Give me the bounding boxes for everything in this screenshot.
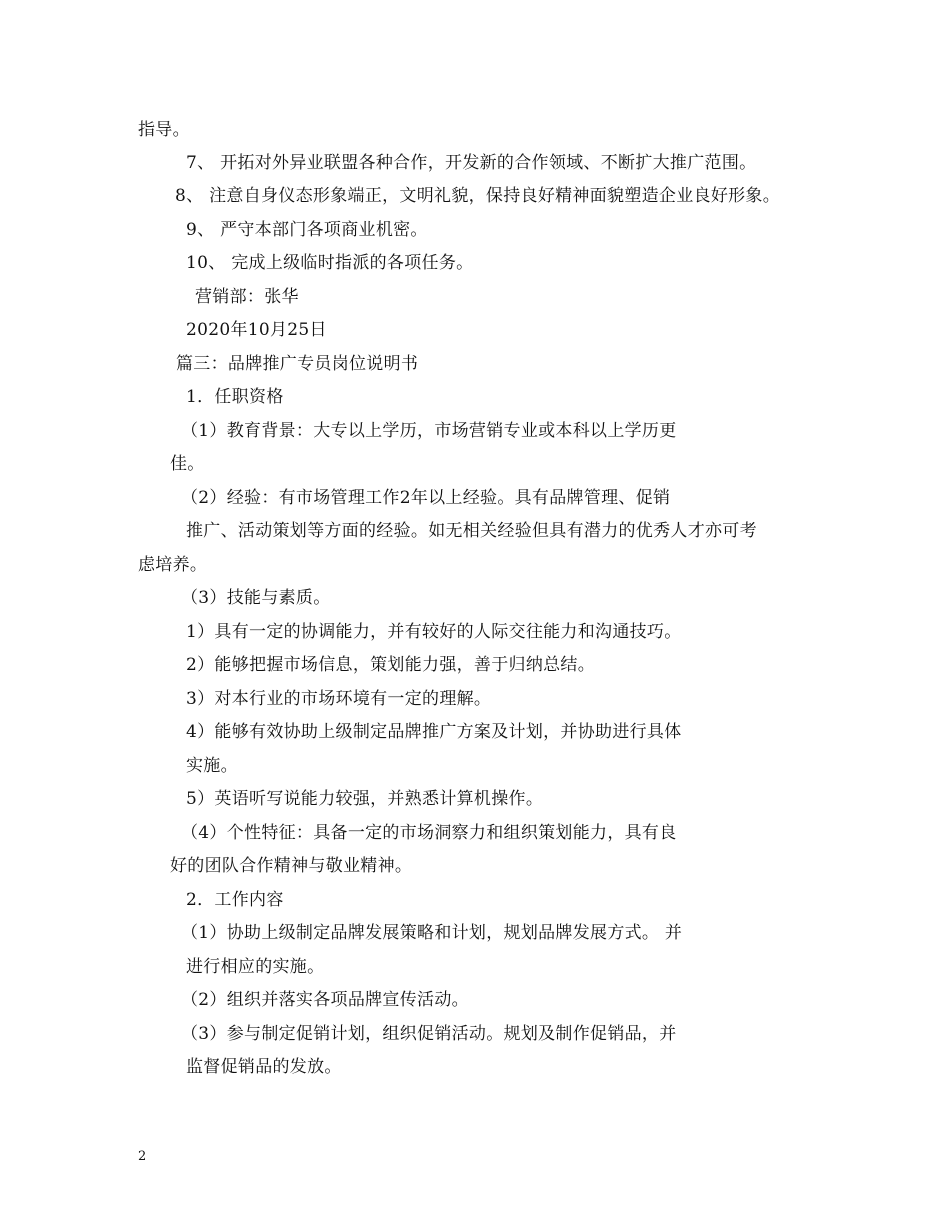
text-line: （3）参与制定促销计划，组织促销活动。规划及制作促销品，并 [181,1024,677,1044]
text-line: 好的团队合作精神与敬业精神。 [170,856,413,876]
text-line: 9、 严守本部门各项商业机密。 [186,220,428,240]
text-line: （4）个性特征：具备一定的市场洞察力和组织策划能力，具有良 [181,823,677,843]
text-line: 2）能够把握市场信息，策划能力强，善于归纳总结。 [186,655,596,675]
text-line: 1）具有一定的协调能力，并有较好的人际交往能力和沟通技巧。 [186,622,682,642]
text-line: 3）对本行业的市场环境有一定的理解。 [186,689,492,709]
text-line: （2）经验：有市场管理工作2年以上经验。具有品牌管理、促销 [181,488,671,508]
text-line: 佳。 [170,454,205,474]
text-line: （1）教育背景：大专以上学历，市场营销专业或本科以上学历更 [181,421,677,441]
text-line: 2．工作内容 [186,890,284,910]
text-line: 监督促销品的发放。 [186,1057,342,1077]
text-line: 1．任职资格 [186,387,284,407]
text-line: 推广、活动策划等方面的经验。如无相关经验但具有潜力的优秀人才亦可考 [186,521,757,541]
text-line: 7、 开拓对外异业联盟各种合作，开发新的合作领域、不断扩大推广范围。 [186,153,757,173]
text-line: 4）能够有效协助上级制定品牌推广方案及计划，并协助进行具体 [186,722,682,742]
signature-date: 2020年10月25日 [186,320,327,340]
section-title: 篇三：品牌推广专员岗位说明书 [176,354,419,374]
text-line: 虑培养。 [138,555,208,575]
text-line: 实施。 [186,756,238,776]
text-line: 10、 完成上级临时指派的各项任务。 [186,253,474,273]
page-number: 2 [138,1149,147,1164]
text-line: 指导。 [138,120,190,140]
signature-department: 营销部：张华 [195,287,299,307]
text-line: （1）协助上级制定品牌发展策略和计划，规划品牌发展方式。 并 [181,923,683,943]
text-line: 进行相应的实施。 [186,957,325,977]
text-line: 5）英语听写说能力较强，并熟悉计算机操作。 [186,789,544,809]
text-line: （3）技能与素质。 [181,588,331,608]
text-line: 8、 注意自身仪态形象端正，文明礼貌，保持良好精神面貌塑造企业良好形象。 [175,186,781,206]
text-line: （2）组织并落实各项品牌宣传活动。 [181,990,469,1010]
